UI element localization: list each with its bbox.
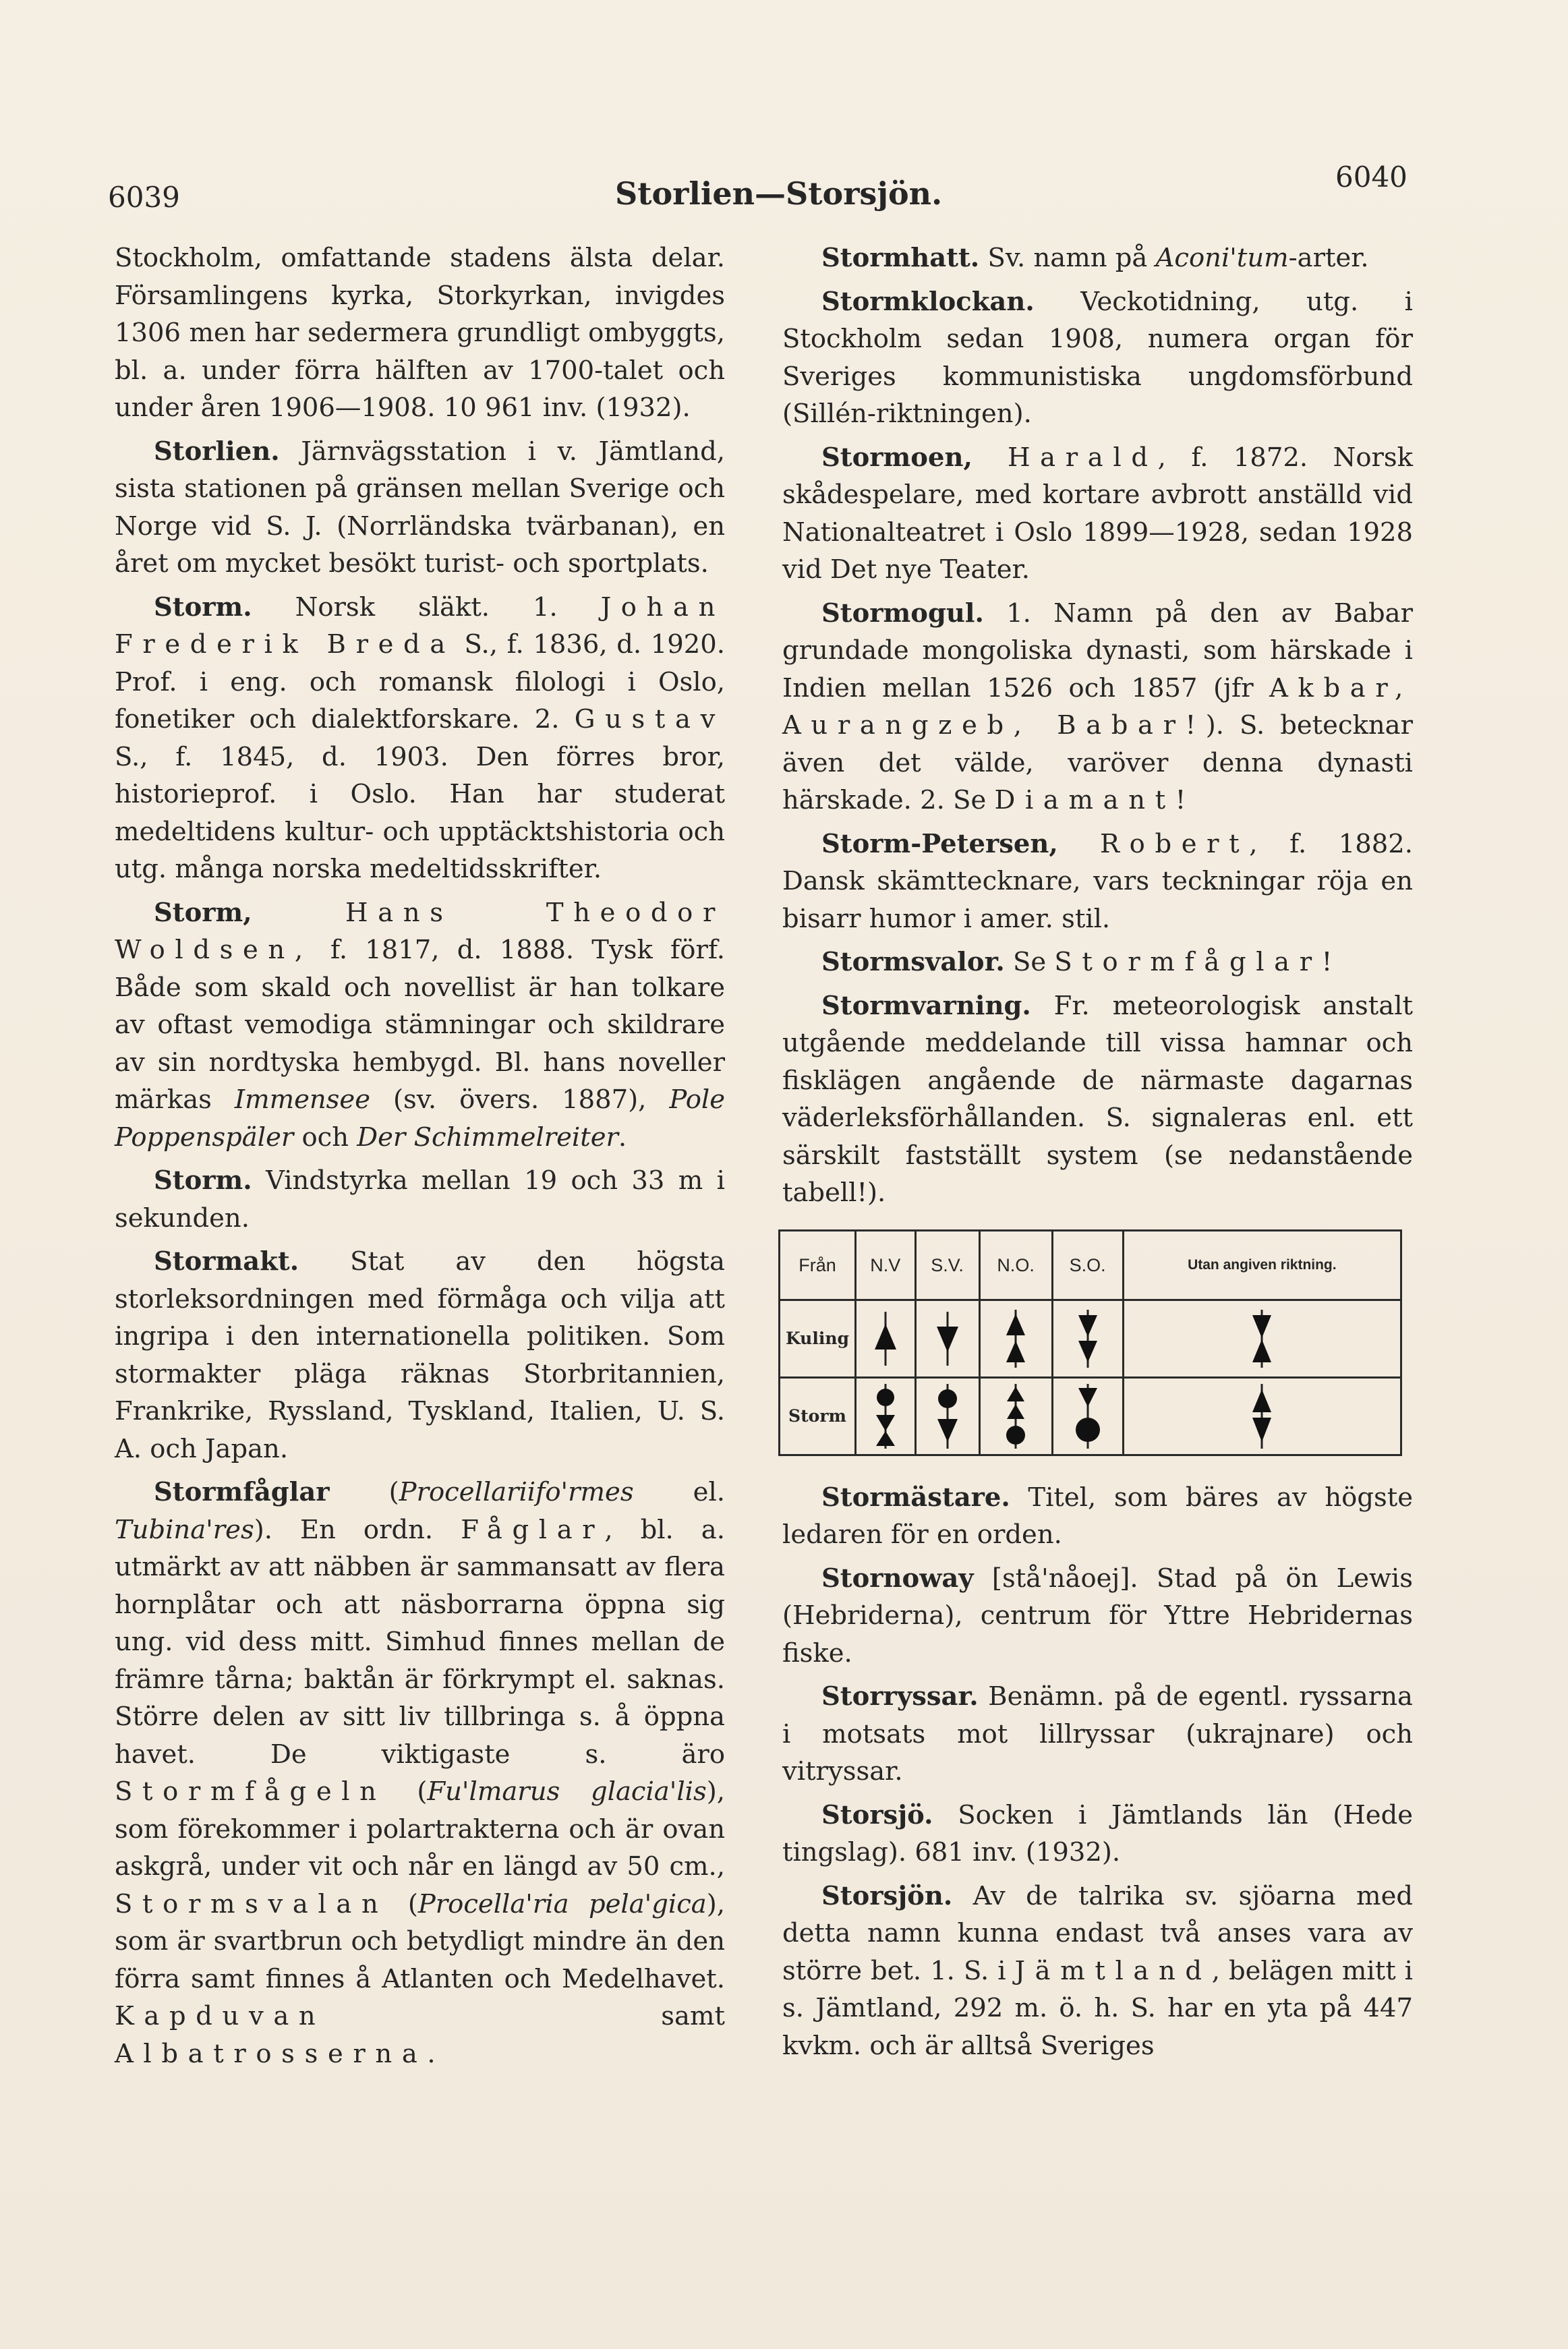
entry-text: (: [388, 1888, 418, 1919]
italic-title: Pole Poppenspäler: [115, 1084, 725, 1153]
entry-stormogul: [782, 595, 1413, 819]
headword: Stormoen,: [821, 442, 972, 473]
headword: Storsjön.: [821, 1880, 953, 1911]
headword: Stormvarning.: [821, 990, 1031, 1021]
entry-stormfaglar: [115, 1474, 725, 2072]
cone-up-over-cone-down-icon: [1248, 1384, 1275, 1449]
cell-storm-so: [1052, 1377, 1123, 1455]
entry-text: Stat av den högsta storleksordningen med förmåga och vilja att ingripa i den internationella politiken. Som stormakter pläga räknas Storbritannien, Frankrike, Ryssland, Tyskland, Italien, U. S. A. och Japan.: [115, 1246, 725, 1464]
entry-text: Sv. namn på: [979, 243, 1156, 273]
entry-text: , bl. a. utmärkt av att näbben är sammansatt av flera hornplåtar och att näsborrarna öppna sig ung. vid dess mitt. Simhud finnes mellan de främre tårna; baktån är förkrympt el. saknas. Större delen av sitt liv tillbringa s. å öppna havet. De viktigaste s. äro: [115, 1514, 725, 1770]
spaced-term: Stormfåglar!: [1054, 947, 1342, 977]
entry-text: Järnvägsstation i v. Jämtland, sista stationen på gränsen mellan Sverige och Norge vid S. J. (Norrländska tvärbanan), en året om mycket besökt turist- och sportplats.: [115, 436, 725, 579]
headword: Storm-Petersen,: [821, 828, 1058, 859]
entry-text: och: [293, 1122, 357, 1153]
entry-text: el.: [633, 1477, 725, 1507]
entry-text: Stockholm, omfattande stadens älsta delar. Församlingens kyrka, Storkyrkan, invigdes 1306 men har sedermera grundligt ombyggts, bl. a. under förra hälften av 1700-talet och under åren 1906—1908. 10 961 inv. (1932).: [115, 243, 725, 423]
entry-text: Se: [1004, 947, 1055, 977]
headword: Storm,: [154, 897, 252, 928]
italic-term: Aconi'tum: [1155, 243, 1289, 273]
cones-point-together-icon: [1248, 1310, 1275, 1368]
spaced-name: Harald: [972, 442, 1158, 473]
cell-storm-utan: [1123, 1377, 1401, 1455]
headword: Stornoway: [821, 1563, 974, 1594]
spaced-term: Kapduvan: [115, 2001, 326, 2031]
entry-stormklockan: [782, 283, 1413, 433]
entry-storm-family: [115, 589, 725, 888]
spaced-term: Fåglar: [461, 1514, 605, 1545]
spaced-name: Gustav: [574, 704, 725, 734]
entry-storryssar: [782, 1678, 1413, 1791]
entry-text: Benämn. på de egentl. ryssarna i motsats mot lillryssar (ukrajnare) och vitryssar.: [782, 1681, 1413, 1787]
cell-storm-no: [979, 1377, 1052, 1455]
entry-text: (: [386, 1776, 428, 1807]
cell-storm-sv: [915, 1377, 979, 1455]
entry-text: [stå'nåoej]. Stad på ön Lewis (Hebriderna), centrum för Yttre Hebridernas fiske.: [782, 1563, 1413, 1669]
header-cell-sv: S.V.: [915, 1230, 979, 1300]
entry-stockholm-continuation: [115, 239, 725, 427]
spaced-name: Robert: [1057, 828, 1250, 859]
two-cones-down-icon: [1074, 1310, 1101, 1368]
headword: Storm.: [154, 1165, 252, 1196]
headword: Storsjö.: [821, 1799, 933, 1830]
spaced-term: Albatrosserna: [115, 2038, 428, 2069]
entry-text: f. 1817, d. 1888. Tysk förf. Både som skald och novellist är han tolkare av oftast vemodiga stämningar och skildrare av sin nordtyska hembygd. Bl. hans noveller märkas: [115, 935, 725, 1115]
row-label-storm: Storm: [780, 1377, 856, 1455]
headword: Storm.: [154, 591, 252, 622]
entry-stormastare: [782, 1479, 1413, 1554]
entry-storlien: [115, 433, 725, 583]
entry-storm-wind: [115, 1162, 725, 1237]
entry-text: .: [618, 1122, 627, 1153]
entry-stornoway: [782, 1560, 1413, 1673]
italic-title: Der Schimmelreiter: [357, 1122, 618, 1153]
header-cell-so: S.O.: [1052, 1230, 1123, 1300]
cone-down-icon: [934, 1312, 961, 1366]
entry-stormhatt: [782, 239, 1413, 277]
spaced-name: Hans Theodor Woldsen,: [115, 897, 725, 965]
italic-term: Procella'ria pela'gica: [417, 1888, 707, 1919]
spaced-name: Jämtland: [1014, 1955, 1212, 1986]
entry-text: Titel, som bäres av högste ledaren för en orden.: [782, 1482, 1413, 1550]
entry-text: Vindstyrka mellan 19 och 33 m i sekunden.: [115, 1165, 725, 1234]
cell-storm-nv: [856, 1377, 916, 1455]
spaced-term: Stormfågeln: [115, 1776, 386, 1807]
entry-storm-petersen: [782, 825, 1413, 938]
entry-text: samt: [325, 2001, 725, 2031]
spaced-name: Akbar, Aurangzeb, Babar!: [782, 672, 1413, 741]
entry-stormvarning: [782, 987, 1413, 1212]
header-cell-utan-riktning: Utan angiven riktning.: [1123, 1230, 1401, 1300]
italic-term: Procellariifo'rmes: [399, 1477, 634, 1507]
italic-title: Immensee: [234, 1084, 370, 1115]
entry-text: S., f. 1845, d. 1903. Den förres bror, historieprof. i Oslo. Han har studerat medeltidens kultur- och upptäcktshistoria och utg. många norska medeltidsskrifter.: [115, 741, 725, 884]
entry-text: Av de talrika sv. sjöarna med detta namn kunna endast två anses vara av större bet. 1. S. i: [782, 1880, 1413, 1986]
page-number-right: 6040: [1335, 161, 1407, 194]
entry-text: -arter.: [1288, 243, 1369, 273]
cell-kuling-no: [979, 1300, 1052, 1377]
entry-text: , f. 1872. Norsk skådespelare, med kortare avbrott anställd vid Nationalteatret i Oslo 1899—1928, sedan 1928 vid Det nye Teater.: [782, 442, 1413, 585]
page-header: [108, 154, 1423, 214]
entry-text: Socken i Jämtlands län (Hede tingslag). 681 inv. (1932).: [782, 1799, 1413, 1867]
headword: Stormsvalor.: [821, 947, 1005, 977]
entry-storsjo: [782, 1797, 1413, 1872]
headword: Stormfåglar: [154, 1477, 330, 1507]
cone-down-over-ball-icon: [1074, 1384, 1101, 1449]
page-number-left: 6039: [108, 181, 180, 214]
headword: Stormästare.: [821, 1482, 1010, 1513]
entry-text: (: [329, 1477, 399, 1507]
right-column: [782, 239, 1413, 2070]
entry-text: 1. Namn på den av Babar grundade mongoliska dynasti, som härskade i Indien mellan 1526 och 1857 (jfr: [782, 598, 1413, 703]
spaced-name: Johan Frederik Breda: [115, 591, 725, 660]
cell-kuling-so: [1052, 1300, 1123, 1377]
entry-text: Norsk släkt. 1.: [252, 591, 601, 622]
cell-kuling-nv: [856, 1300, 916, 1377]
entry-stormsvalor: [782, 944, 1413, 981]
italic-term: Tubina'res: [115, 1514, 254, 1545]
entry-text: , belägen mitt i s. Jämtland, 292 m. ö. h. S. har en yta på 447 kvkm. och är alltså Sveriges: [782, 1955, 1413, 2061]
headword: Stormakt.: [154, 1246, 299, 1277]
entry-text: Fr. meteorologisk anstalt utgående meddelande till vissa hamnar och fisklägen angående de närmaste dagarnas väderleksförhållanden. S. signaleras enl. ett särskilt fastställt system (se nedanstående tabell!).: [782, 990, 1413, 1208]
headword: Storlien.: [154, 436, 280, 467]
entry-text: Veckotidning, utg. i Stockholm sedan 1908, numera organ för Sveriges kommunistiska ungdomsförbund (Sillén-riktningen).: [782, 286, 1413, 429]
two-cones-up-icon: [1002, 1310, 1029, 1368]
table-row-storm: [780, 1377, 1401, 1455]
entry-storm-hans-theodor: [115, 894, 725, 1157]
cone-up-icon: [872, 1312, 899, 1366]
entry-text: .: [427, 2038, 436, 2069]
entry-text: ). S. betecknar även det välde, varöver denna dynasti härskade. 2. Se: [782, 710, 1413, 815]
header-cell-fran: Från: [780, 1230, 856, 1300]
left-column: [115, 239, 725, 2079]
table-header-row: [780, 1230, 1401, 1300]
entry-text: , f. 1882. Dansk skämttecknare, vars teckningar röja en bisarr humor i amer. stil.: [782, 828, 1414, 934]
entry-text: ), som är svartbrun och betydligt mindre än den förra samt finnes å Atlanten och Medelhavet.: [115, 1888, 725, 1994]
running-title: Storlien—Storsjön.: [615, 175, 943, 212]
cell-kuling-sv: [915, 1300, 979, 1377]
ball-over-cone-down-icon: [934, 1384, 961, 1449]
headword: Stormhatt.: [821, 243, 980, 273]
headword: Stormogul.: [821, 598, 984, 629]
spaced-term: Stormsvalan: [115, 1888, 388, 1919]
spaced-name: Diamant!: [994, 785, 1196, 815]
italic-term: Fu'lmarus glacia'lis: [427, 1776, 707, 1807]
storm-signal-table: [778, 1229, 1402, 1456]
headword: Stormklockan.: [821, 286, 1035, 317]
entry-stormoen: [782, 439, 1413, 589]
entry-text: (sv. övers. 1887),: [370, 1084, 670, 1115]
headword: Storryssar.: [821, 1681, 979, 1712]
header-cell-no: N.O.: [979, 1230, 1052, 1300]
cones-up-over-ball-icon: [1002, 1384, 1029, 1449]
table-row-kuling: [780, 1300, 1401, 1377]
entry-text: ). En ordn.: [254, 1514, 461, 1545]
ball-over-cones-icon: [872, 1384, 899, 1449]
entry-text: S., f. 1836, d. 1920. Prof. i eng. och romansk filologi i Oslo, fonetiker och dialektforskare. 2.: [115, 629, 726, 734]
entry-text: ), som förekommer i polartrakterna och är ovan askgrå, under vit och når en längd av 50 cm.,: [115, 1776, 725, 1882]
cell-kuling-utan: [1123, 1300, 1401, 1377]
header-cell-nv: N.V: [856, 1230, 916, 1300]
entry-storsjon: [782, 1878, 1413, 2065]
row-label-kuling: Kuling: [780, 1300, 856, 1377]
entry-stormakt: [115, 1243, 725, 1468]
